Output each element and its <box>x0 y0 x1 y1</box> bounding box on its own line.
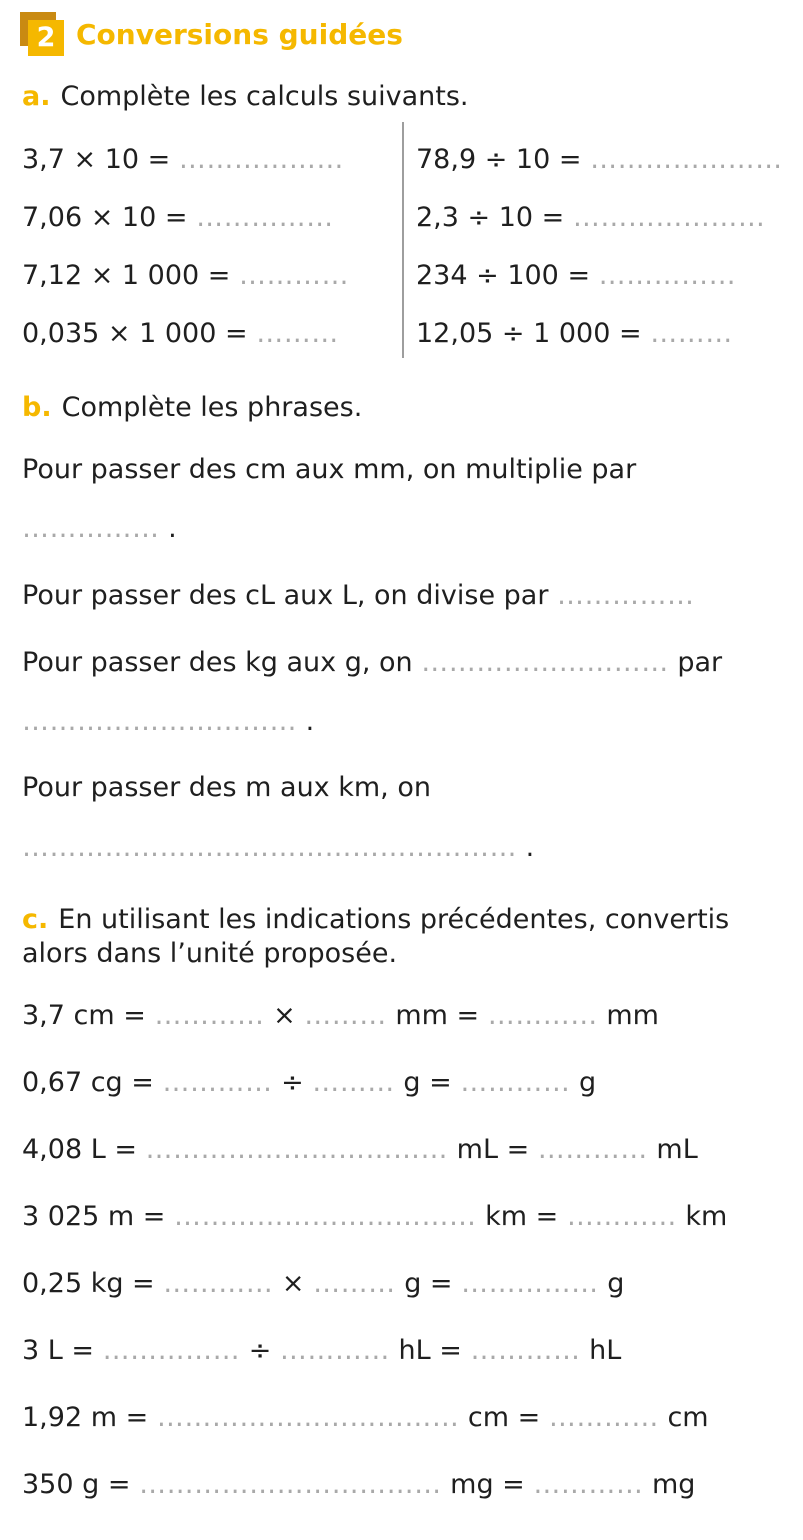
conversion-row <box>22 1067 596 1099</box>
answer-blank[interactable]: …………… <box>557 580 695 611</box>
answer-blank[interactable]: ………… <box>460 1067 571 1098</box>
answer-blank[interactable]: ………… <box>566 1201 677 1232</box>
answer-blank[interactable]: …………… <box>102 1335 241 1366</box>
section-c-instruction <box>22 904 729 936</box>
conversion-text: mg <box>652 1469 696 1500</box>
calc-expression: 2,3 ÷ 10 = <box>416 202 565 233</box>
sentence-4 <box>22 772 431 804</box>
conversion-text: mm = <box>395 1000 480 1031</box>
sentence-3 <box>22 647 722 679</box>
conversion-text: hL = <box>398 1335 462 1366</box>
conversion-row <box>22 1335 621 1367</box>
operator: ÷ <box>281 1067 304 1098</box>
answer-blank[interactable]: ………………… <box>572 202 766 233</box>
answer-blank[interactable]: ………………………… <box>22 706 297 737</box>
answer-blank[interactable]: ………………… <box>590 144 783 175</box>
section-a-text: Complète les calculs suivants. <box>60 81 469 112</box>
answer-blank[interactable]: ………… <box>239 260 349 291</box>
conversion-row <box>22 1402 709 1434</box>
conversion-text: 3 L = <box>22 1335 95 1366</box>
conversion-text: g <box>607 1268 625 1299</box>
calc-expression: 7,06 × 10 = <box>22 202 188 233</box>
answer-blank[interactable]: …………… <box>196 202 334 233</box>
operator: × <box>281 1268 305 1299</box>
conversion-text: mL <box>656 1134 698 1165</box>
answer-blank[interactable]: …………………………… <box>156 1402 460 1433</box>
sentence-text: Pour passer des m aux km, on <box>22 772 431 803</box>
calc-left-4 <box>22 318 388 350</box>
answer-blank[interactable]: ……… <box>313 1268 396 1299</box>
conversion-row <box>22 1268 624 1300</box>
conversion-text: mg = <box>450 1469 525 1500</box>
calc-right-3 <box>416 260 785 292</box>
sentence-1 <box>22 454 636 486</box>
calc-expression: 7,12 × 1 000 = <box>22 260 231 291</box>
conversion-text: g <box>578 1067 597 1098</box>
conversion-text: 4,08 L = <box>22 1134 137 1165</box>
calc-expression: 234 ÷ 100 = <box>416 260 591 291</box>
conversion-row <box>22 1201 727 1233</box>
sentence-2 <box>22 580 695 612</box>
calc-right-4 <box>416 318 785 350</box>
section-a-label: a. <box>22 81 51 112</box>
conversion-text: 350 g = <box>22 1469 131 1500</box>
exercise-title: Conversions guidées <box>76 18 403 51</box>
answer-blank[interactable]: …………………………… <box>139 1469 442 1500</box>
conversion-text: km <box>685 1201 728 1232</box>
conversion-text: hL <box>589 1335 622 1366</box>
sentence-text: Pour passer des kg aux g, on <box>22 647 413 678</box>
answer-blank[interactable]: …………… <box>22 513 160 544</box>
calc-expression: 12,05 ÷ 1 000 = <box>416 318 642 349</box>
answer-blank[interactable]: ………… <box>162 1067 273 1098</box>
conversion-text: mm <box>606 1000 659 1031</box>
answer-blank[interactable]: ………… <box>537 1134 648 1165</box>
period: . <box>168 513 177 544</box>
conversion-text: 3,7 cm = <box>22 1000 146 1031</box>
period: . <box>305 706 315 737</box>
answer-blank[interactable]: ………… <box>487 1000 598 1031</box>
answer-blank[interactable]: ………… <box>279 1335 390 1366</box>
calc-left-2 <box>22 202 388 234</box>
conversion-text: 0,67 cg = <box>22 1067 154 1098</box>
answer-blank[interactable]: …………… <box>461 1268 599 1299</box>
operator: × <box>273 1000 296 1031</box>
conversion-text: g = <box>403 1067 452 1098</box>
answer-blank[interactable]: ……… <box>650 318 733 349</box>
section-b-text: Complète les phrases. <box>61 392 363 423</box>
answer-blank[interactable]: ………… <box>154 1000 265 1031</box>
answer-blank[interactable]: ……………………………………………… <box>22 832 517 863</box>
conversion-text: 3 025 m = <box>22 1201 166 1232</box>
conversion-text: 1,92 m = <box>22 1402 149 1433</box>
conversion-text: km = <box>485 1201 559 1232</box>
answer-blank[interactable]: …………… <box>598 260 737 291</box>
answer-blank[interactable]: ……… <box>304 1000 387 1031</box>
section-a-instruction <box>22 81 469 113</box>
conversion-row <box>22 1134 698 1166</box>
sentence-text: Pour passer des cm aux mm, on multiplie par <box>22 454 637 485</box>
calc-right-2 <box>416 202 785 234</box>
calc-expression: 78,9 ÷ 10 = <box>416 144 582 175</box>
sentence-4-answer <box>22 832 534 864</box>
answer-blank[interactable]: ………… <box>163 1268 274 1299</box>
conversion-text: 0,25 kg = <box>22 1268 155 1299</box>
conversion-row <box>22 1469 695 1501</box>
answer-blank[interactable]: ……………………… <box>421 647 669 678</box>
answer-blank[interactable]: …………………………… <box>145 1134 449 1165</box>
section-b-label: b. <box>22 392 52 423</box>
section-c-label: c. <box>22 904 49 935</box>
operator: ÷ <box>248 1335 272 1366</box>
column-divider <box>402 122 404 358</box>
answer-blank[interactable]: ………… <box>548 1402 659 1433</box>
section-b-instruction <box>22 392 362 424</box>
calc-right-1 <box>416 144 785 176</box>
answer-blank[interactable]: …………………………… <box>173 1201 477 1232</box>
exercise-number: 2 <box>28 20 64 56</box>
exercise-number-badge <box>20 12 64 56</box>
conversion-text: cm = <box>467 1402 541 1433</box>
answer-blank[interactable]: ……… <box>312 1067 395 1098</box>
answer-blank[interactable]: ……… <box>256 318 339 349</box>
calc-left-1 <box>22 144 388 176</box>
answer-blank[interactable]: ………… <box>470 1335 581 1366</box>
sentence-3-answer <box>22 706 314 738</box>
calc-left-3 <box>22 260 388 292</box>
sentence-text: Pour passer des cL aux L, on divise par <box>22 580 549 611</box>
section-c-text-2: alors dans l’unité proposée. <box>22 938 398 969</box>
section-c-text: En utilisant les indications précédentes, convertis <box>58 904 730 935</box>
section-c-instruction-2 <box>22 938 397 970</box>
conversion-text: mL = <box>456 1134 530 1165</box>
sentence-text-par: par <box>677 647 723 678</box>
conversion-text: g = <box>404 1268 453 1299</box>
answer-blank[interactable]: ………… <box>533 1469 644 1500</box>
calc-expression: 3,7 × 10 = <box>22 144 171 175</box>
sentence-1-answer <box>22 513 177 545</box>
period: . <box>525 832 535 863</box>
calculation-grid <box>22 122 785 358</box>
conversion-text: cm <box>667 1402 709 1433</box>
answer-blank[interactable]: ……………… <box>178 144 344 175</box>
calc-expression: 0,035 × 1 000 = <box>22 318 248 349</box>
conversion-row <box>22 1000 659 1032</box>
